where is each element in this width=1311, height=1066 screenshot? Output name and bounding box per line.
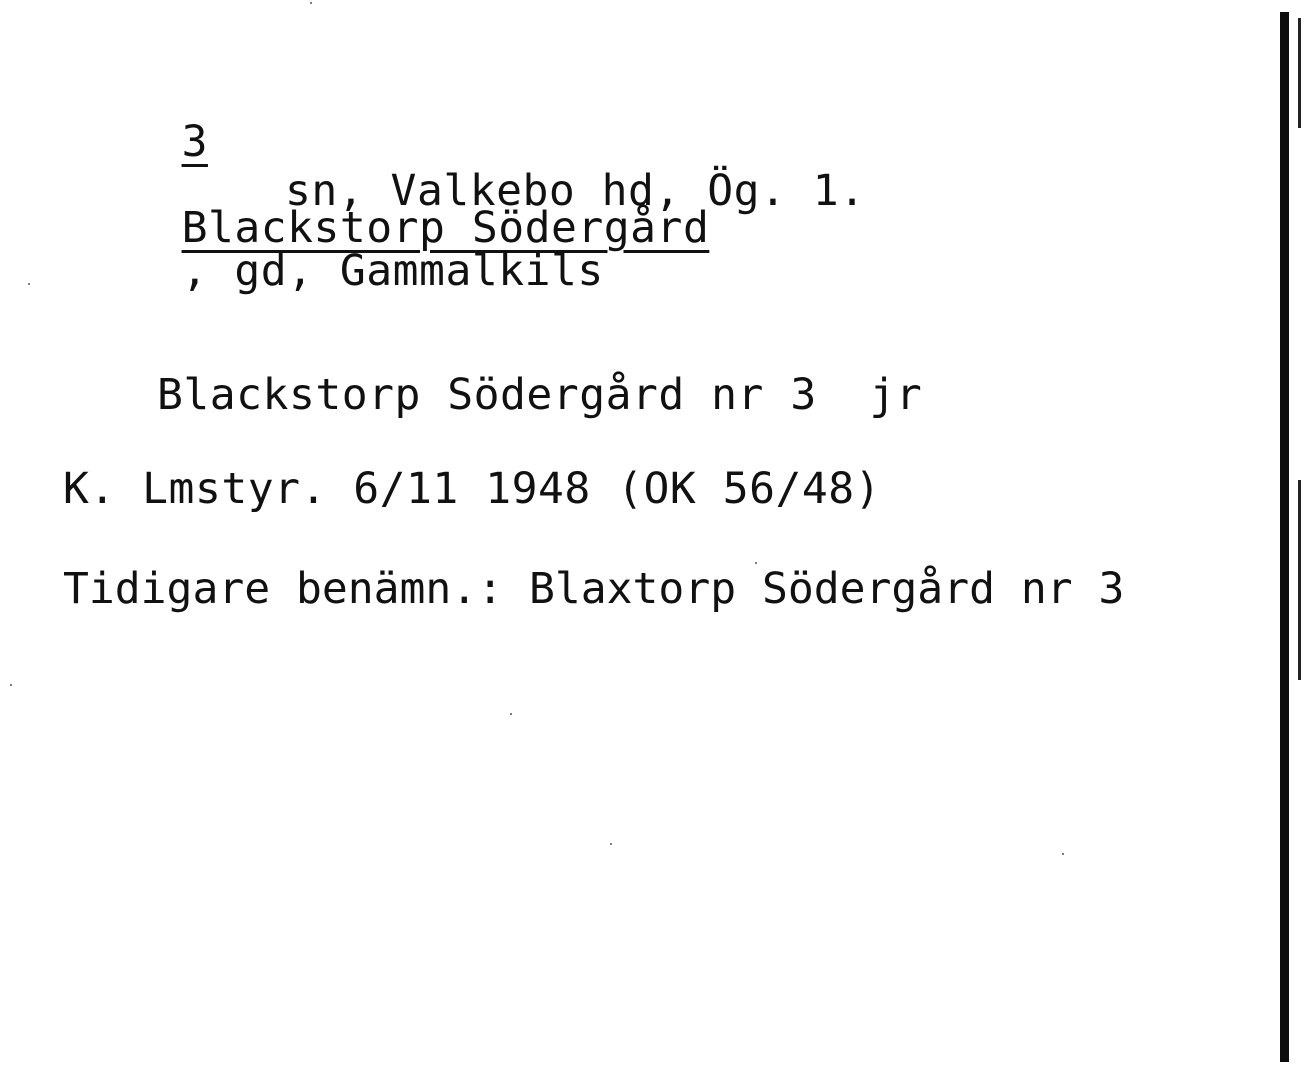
- entry-name: Blackstorp Södergård nr 3 jr: [157, 370, 923, 420]
- card-edge-shadow: [1280, 12, 1289, 1062]
- scan-speck: [1062, 853, 1064, 855]
- decision-reference: K. Lmstyr. 6/11 1948 (OK 56/48): [63, 464, 882, 514]
- scan-speck: [28, 283, 30, 285]
- entry-number: 3: [181, 117, 208, 167]
- scan-speck: [610, 843, 612, 845]
- edge-mark-top: [1298, 18, 1301, 128]
- scan-speck: [755, 562, 757, 564]
- scan-speck: [510, 713, 512, 715]
- place-description: , gd, Gammalkils: [181, 246, 604, 296]
- place-name: Blackstorp Södergård: [181, 203, 710, 253]
- heading-line-2: sn, Valkebo hd, Ög. 1.: [285, 166, 866, 216]
- edge-mark-bottom: [1298, 480, 1301, 680]
- former-name: Tidigare benämn.: Blaxtorp Södergård nr 3: [63, 564, 1125, 614]
- scan-speck: [10, 684, 12, 686]
- scan-speck: [310, 2, 312, 4]
